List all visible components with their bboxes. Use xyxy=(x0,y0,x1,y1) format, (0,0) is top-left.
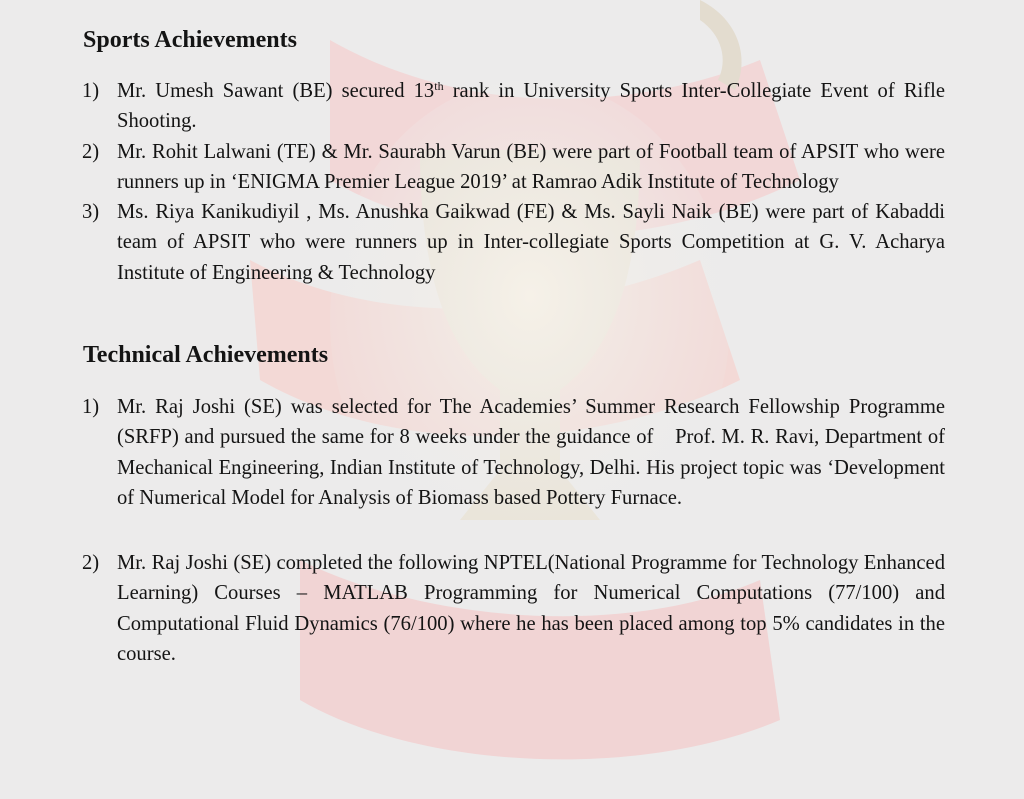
list-item-text-part: Mr. Raj Joshi (SE) was selected for The Academies’ Summer Research Fellowship Programme (SRFP) and pursued the same for 8 weeks under the guidance of xyxy=(117,396,945,449)
list-item-text: Mr. Rohit Lalwani (TE) & Mr. Saurabh Varun (BE) were part of Football team of APSIT who were runners up in ‘ENIGMA Premier League 2019’ at Ramrao Adik Institute of Technology xyxy=(117,140,945,193)
list-item-text-part: Mr. Umesh Sawant (BE) secured 13 xyxy=(117,80,435,102)
sports-achievements-list xyxy=(0,76,1024,288)
list-item-number: 3) xyxy=(82,201,100,224)
list-item-text-part: rank in University Sports Inter-Collegiate Event of Rifle Shooting. xyxy=(117,80,945,133)
list-item xyxy=(0,137,945,198)
list-item-number: 1) xyxy=(82,396,100,418)
technical-achievements-list xyxy=(0,392,1024,669)
list-item-text-part: Prof. M. R. Ravi, Department of Mechanical Engineering, Indian Institute of Technology, Delhi. His project topic was ‘Development of Numerical Model for Analysis of Biomass based Pottery Furnace. xyxy=(117,426,945,509)
list-item-text xyxy=(117,396,945,509)
list-item xyxy=(0,197,945,288)
list-item xyxy=(0,392,945,513)
technical-achievements-heading: Technical Achievements xyxy=(83,342,329,368)
ordinal-superscript: th xyxy=(434,79,444,93)
list-item-number: 2) xyxy=(82,140,100,163)
list-item-number: 1) xyxy=(82,80,100,102)
list-item-text: Mr. Raj Joshi (SE) completed the following NPTEL(National Programme for Technology Enhanced Learning) Courses – MATLAB Programming for Numerical Computations (77/100) and Computational Fluid Dynamics (76/100) where he has been placed among top 5% candidates in the course. xyxy=(117,552,945,666)
list-item xyxy=(0,548,945,669)
list-item-number: 2) xyxy=(82,552,100,575)
list-item-text xyxy=(117,80,945,132)
list-item-text: Ms. Riya Kanikudiyil , Ms. Anushka Gaikwad (FE) & Ms. Sayli Naik (BE) were part of Kabaddi team of APSIT who were runners up in Inter-collegiate Sports Competition at G. V. Acharya Institute of Engineering & Technology xyxy=(117,201,945,284)
sports-achievements-heading: Sports Achievements xyxy=(83,27,297,53)
list-item xyxy=(0,76,945,137)
